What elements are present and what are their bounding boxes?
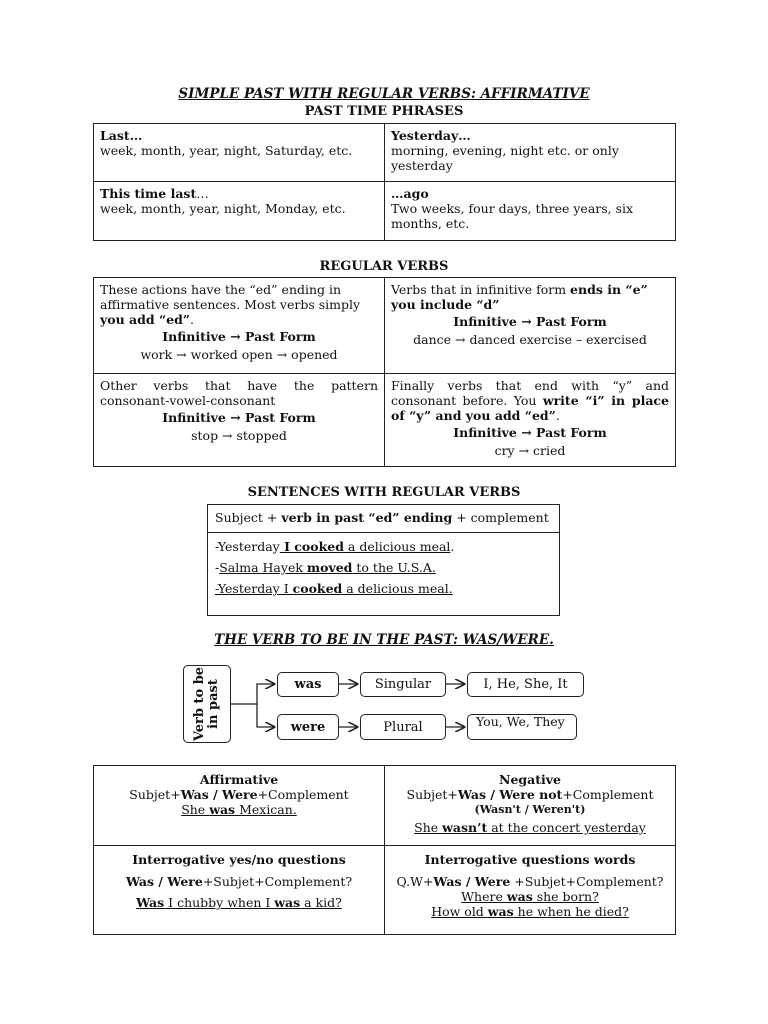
formula-verb: Was / Were xyxy=(433,874,511,889)
example-part: he when he died? xyxy=(513,904,629,919)
form-cell-yes-no xyxy=(94,846,385,935)
example-verb: was xyxy=(487,904,514,919)
example-part: How old xyxy=(431,904,488,919)
sentence-part: a delicious meal. xyxy=(342,581,453,596)
form-title: Interrogative questions words xyxy=(424,852,636,867)
phrase-head: Last… xyxy=(100,128,143,143)
example-part: she born? xyxy=(532,889,599,904)
formula-verb: verb in past “ed” ending xyxy=(281,510,453,525)
formula-part: Q.W+ xyxy=(396,874,434,889)
diagram-singular-pronouns-box: I, He, She, It xyxy=(467,672,584,697)
form-example xyxy=(391,889,669,904)
form-formula xyxy=(100,787,378,802)
rule-text-plain: Verbs that in infinitive form xyxy=(391,282,571,297)
formula-verb: Was / Were xyxy=(180,787,258,802)
rule-text-end: . xyxy=(190,312,195,327)
to-be-forms-table xyxy=(93,765,676,935)
formula-part: +Subjet+Complement? xyxy=(510,874,664,889)
form-example xyxy=(391,820,669,835)
form-formula xyxy=(391,874,669,889)
example-verb: was xyxy=(274,895,301,910)
diagram-root-box xyxy=(183,665,231,743)
regular-verbs-heading: REGULAR VERBS xyxy=(319,259,449,274)
form-title: Affirmative xyxy=(199,772,279,787)
formula-verb: Was / Were xyxy=(125,874,203,889)
formula-part: Subjet+ xyxy=(129,787,181,802)
rule-text-bold: write “i” in place of “y” and you add “ed” xyxy=(391,393,669,423)
form-formula xyxy=(100,874,378,889)
diagram-plural-pronouns-box: You, We, They xyxy=(467,714,577,740)
form-cell-negative xyxy=(385,766,676,846)
arrow-to-was xyxy=(231,684,274,704)
example-part: Where xyxy=(461,889,507,904)
page-title: SIMPLE PAST WITH REGULAR VERBS: AFFIRMATIVE xyxy=(178,86,590,102)
arrow-to-were xyxy=(257,704,274,727)
phrase-body: week, month, year, night, Saturday, etc. xyxy=(100,143,353,158)
form-example xyxy=(100,895,378,910)
diagram-root-label: Verb to be in past xyxy=(192,666,221,742)
formula-part: +Subjet+Complement? xyxy=(202,874,353,889)
example-verb: was xyxy=(506,889,533,904)
rule-form: Infinitive → Past Form xyxy=(453,314,607,329)
rule-text-plain: Finally verbs that end with “y” and consonant before. You xyxy=(391,378,669,408)
rule-form: Infinitive → Past Form xyxy=(453,425,607,440)
example-part: She xyxy=(181,802,210,817)
formula-complement: + complement xyxy=(452,510,549,525)
phrase-head: Yesterday… xyxy=(391,128,471,143)
sentence-part: - xyxy=(215,560,220,575)
example-verb: was xyxy=(209,802,236,817)
example-part: I chubby when I xyxy=(164,895,275,910)
formula-part: +Complement xyxy=(257,787,349,802)
phrase-head-ellipsis: … xyxy=(196,186,209,201)
rule-form: Infinitive → Past Form xyxy=(162,410,316,425)
rule-example: stop → stopped xyxy=(191,428,287,443)
example-verb: wasn’t xyxy=(442,820,488,835)
example-part: a kid? xyxy=(300,895,342,910)
rule-text-plain: These actions have the “ed” ending in affirmative sentences. Most verbs simply xyxy=(100,282,361,312)
sentence-part: -Yesterday I xyxy=(215,581,293,596)
form-example xyxy=(100,802,378,817)
sentence-part: . xyxy=(450,539,455,554)
rule-text: Other verbs that have the pattern consonant-vowel-consonant xyxy=(100,378,378,408)
formula-verb: Was / Were not xyxy=(457,787,563,802)
sentences-heading: SENTENCES WITH REGULAR VERBS xyxy=(247,485,521,500)
phrase-head-bold: This time last xyxy=(100,186,197,201)
example-part: She xyxy=(414,820,443,835)
phrase-body: Two weeks, four days, three years, six months, etc. xyxy=(391,201,634,231)
form-contraction-note: (Wasn't / Weren't) xyxy=(474,803,586,816)
rule-example: cry → cried xyxy=(494,443,566,458)
formula-part: +Complement xyxy=(562,787,654,802)
example-verb: Was xyxy=(136,895,165,910)
form-example-2 xyxy=(391,904,669,919)
sentence-verb: I cooked xyxy=(279,539,344,554)
rule-text-bold: ends in “e” you include “d” xyxy=(391,282,648,312)
to-be-heading: THE VERB TO BE IN THE PAST: WAS/WERE. xyxy=(214,632,554,648)
phrase-body: morning, evening, night etc. or only yesterday xyxy=(391,143,619,173)
form-formula xyxy=(391,787,669,802)
sentence-part: to the U.S.A. xyxy=(352,560,436,575)
sentence-verb: cooked xyxy=(292,581,343,596)
rule-text-bold: you add “ed” xyxy=(100,312,191,327)
formula-part: Subjet+ xyxy=(406,787,458,802)
rule-form: Infinitive → Past Form xyxy=(162,329,316,344)
time-phrases-heading: PAST TIME PHRASES xyxy=(304,104,464,119)
diagram-was-box: was xyxy=(277,672,339,697)
sentence-part: Salma Hayek xyxy=(219,560,307,575)
rule-example: dance → danced exercise – exercised xyxy=(413,332,647,347)
sentence-verb: moved xyxy=(306,560,353,575)
diagram-singular-box: Singular xyxy=(360,672,446,697)
form-cell-wh xyxy=(385,846,676,935)
phrase-body: week, month, year, night, Monday, etc. xyxy=(100,201,346,216)
example-part: Mexican. xyxy=(235,802,297,817)
formula-subject: Subject + xyxy=(215,510,282,525)
form-title: Interrogative yes/no questions xyxy=(132,852,346,867)
sentence-part: a delicious meal xyxy=(343,539,451,554)
diagram-were-box: were xyxy=(277,714,339,740)
phrase-head: …ago xyxy=(391,186,429,201)
rule-example: work → worked open → opened xyxy=(140,347,338,362)
form-cell-affirmative xyxy=(94,766,385,846)
diagram-plural-box: Plural xyxy=(360,714,446,740)
example-part: at the concert yesterday xyxy=(487,820,646,835)
form-title: Negative xyxy=(499,772,561,787)
rule-text-end: . xyxy=(555,408,560,423)
sentence-part: -Yesterday xyxy=(215,539,280,554)
